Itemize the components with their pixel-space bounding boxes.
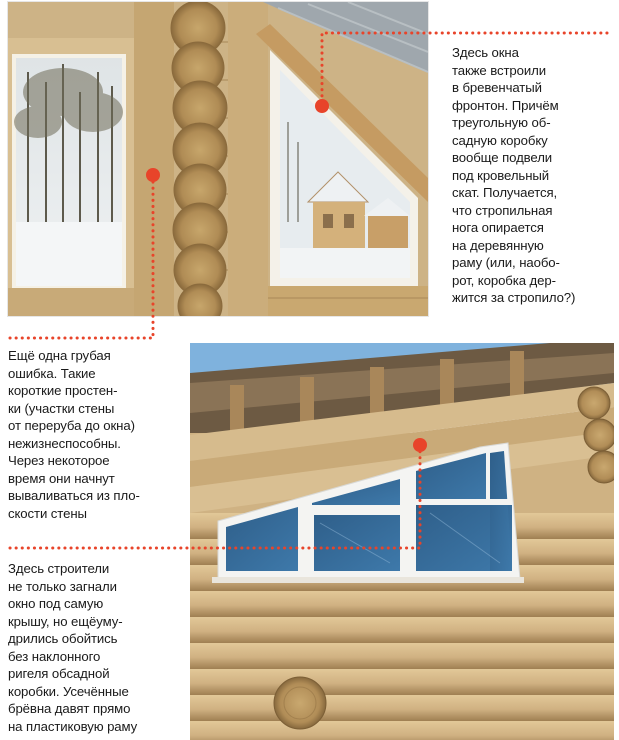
photo-interior-gable-windows [8,2,428,316]
exterior-scene [190,343,614,740]
caption-gable-frame: Здесь окна также встроили в бревенчатый фронтон. Причём треугольную об- садную коробку вообще подвели под кровельный скат. Получается, что стропильная нога опирается на деревянную раму (или, наобо- рот, коробка дер- жится за стропило?) [452,45,576,305]
photo-exterior-gable-window [190,343,614,740]
caption-short-wall: Ещё одна грубая ошибка. Такие короткие простен- ки (участки стены от переруба до окна) нежизнеспособны. Через некоторое время они начнут вываливаться из пло- скости стены [8,348,140,521]
interior-scene [8,2,428,316]
caption-window-under-roof: Здесь строители не только загнали окно под самую крышу, но ещёуму- дрились обойтись без наклонного ригеля обсадной коробки. Усечённые брёвна давят прямо на пластиковую раму [8,561,138,734]
